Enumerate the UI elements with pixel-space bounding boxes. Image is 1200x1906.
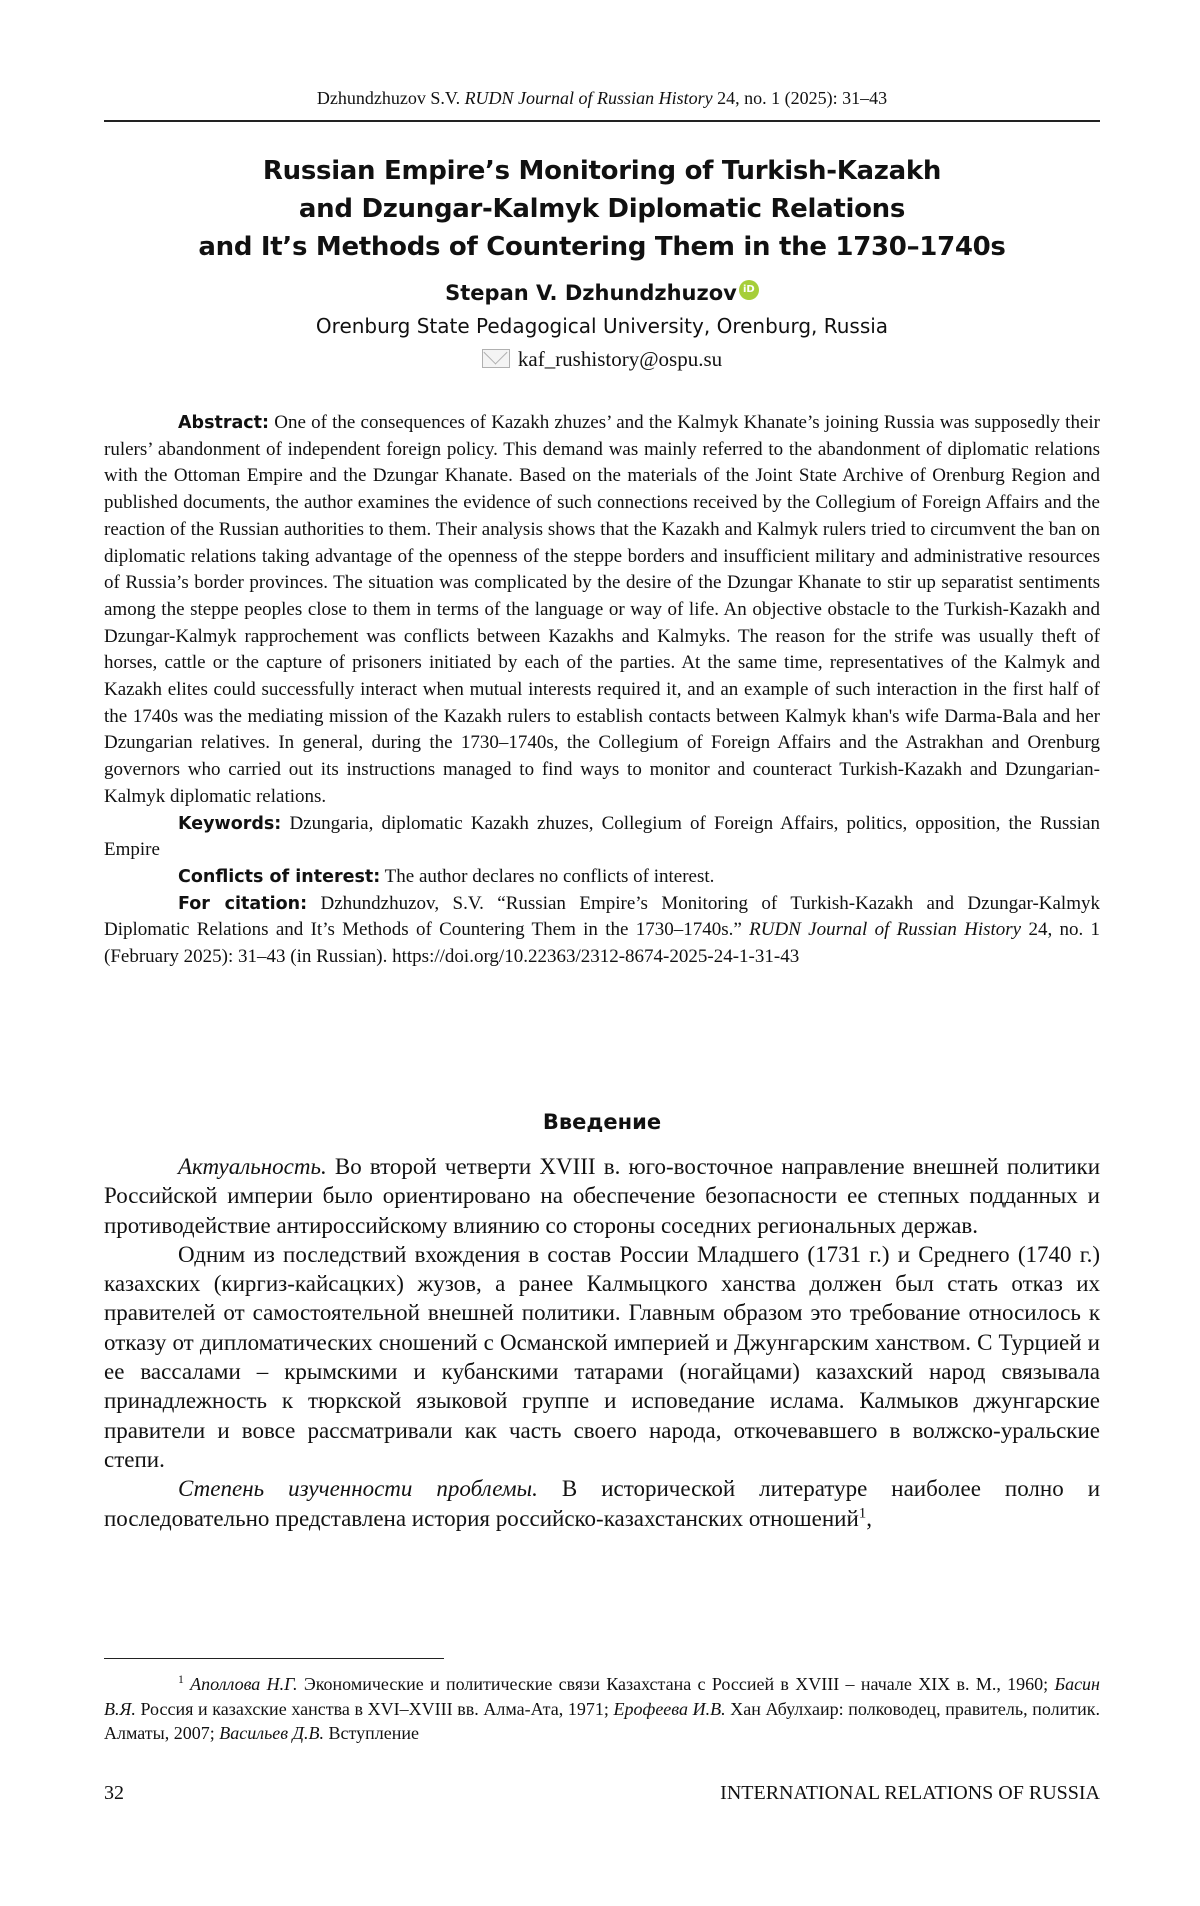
body-text bbox=[104, 1152, 1100, 1533]
keywords-paragraph bbox=[104, 811, 1100, 864]
title-line: Russian Empire’s Monitoring of Turkish-Kazakh bbox=[104, 152, 1100, 190]
footnote-author: Васильев Д.В. bbox=[219, 1723, 324, 1743]
footnote-mark: 1 bbox=[178, 1673, 184, 1686]
citation-label: For citation: bbox=[178, 894, 307, 914]
abstract-paragraph bbox=[104, 410, 1100, 811]
footnote-author: Ерофеева И.В. bbox=[614, 1699, 726, 1719]
footnote bbox=[104, 1672, 1100, 1746]
paragraph-text: Одним из последствий вхождения в состав России Младшего (1731 г.) и Среднего (1740 г.) казахских (киргиз-кайсацких) жузов, а ранее Калмыцкого ханства должен был стать отказ их правителей от самостоятельной внешней политики. Главным образом это требование относилось к отказу от дипломатических сношений с Османской империей и Джунгарским ханством. С Турцией и ее вассалами – крымскими и кубанскими татарами (ногайцами) казахский народ связывала принадлежность к тюркской языковой группе и исповедание ислама. Калмыков джунгарские правители и вовсе рассматривали как часть своего народа, откочевавшего в волжско-уральские степи. bbox=[104, 1242, 1100, 1472]
footnote-text: Экономические и политические связи Казахстана с Россией в XVIII – начале XIX в. М., 1960; bbox=[304, 1674, 1048, 1694]
email-address[interactable]: kaf_rushistory@ospu.su bbox=[518, 347, 722, 371]
running-head bbox=[104, 88, 1100, 109]
footnote-rule bbox=[104, 1658, 444, 1659]
article-title bbox=[104, 152, 1100, 266]
abstract-text: One of the consequences of Kazakh zhuzes’ and the Kalmyk Khanate’s joining Russia was supposedly their rulers’ abandonment of independent foreign policy. This demand was mainly referred to the abandonment of diplomatic relations with the Ottoman Empire and the Dzungar Khanate. Based on the materials of the Joint State Archive of Orenburg Region and published documents, the author examines the evidence of such connections received by the Collegium of Foreign Affairs and the reaction of the Russian authorities to them. Their analysis shows that the Kazakh and Kalmyk rulers tried to circumvent the ban on diplomatic relations taking advantage of the openness of the steppe borders and insufficient military and administrative resources of Russia’s border provinces. The situation was complicated by the desire of the Dzungar Khanate to stir up separatist sentiments among the steppe peoples close to them in terms of the language or way of life. An objective obstacle to the Turkish-Kazakh and Dzungar-Kalmyk rapprochement was conflicts between Kazakhs and Kalmyks. The reason for the strife was usually theft of horses, cattle or the capture of prisoners initiated by each of the parties. At the same time, representatives of the Kalmyk and Kazakh elites could successfully interact when mutual interests required it, and an example of such interaction in the first half of the 1740s was the mediating mission of the Kazakh rulers to establish contacts between Kalmyk khan's wife Darma-Bala and her Dzungarian relatives. In general, during the 1730–1740s, the Collegium of Foreign Affairs and the Astrakhan and Orenburg governors who carried out its instructions managed to find ways to monitor and counteract Turkish-Kazakh and Dzungarian-Kalmyk diplomatic relations. bbox=[104, 412, 1100, 807]
footnote-text: Хан Абулхаир: полководец, правитель, политик. Алматы, 2007; bbox=[104, 1699, 1100, 1744]
footnote-author: Аполлова Н.Г. bbox=[190, 1674, 297, 1694]
keywords-label: Keywords: bbox=[178, 814, 281, 834]
author-name: Stepan V. Dzhundzhuzov bbox=[445, 281, 737, 305]
citation-text: Dzhundzhuzov, S.V. “Russian Empire’s Monitoring of Turkish-Kazakh and Dzungar-Kalmyk Diplomatic Relations and It’s Methods of Countering Them in the 1730–1740s.” bbox=[104, 893, 1100, 941]
abstract-block bbox=[104, 410, 1100, 971]
running-head-author: Dzhundzhuzov S.V. bbox=[317, 88, 460, 108]
conflicts-text: The author declares no conflicts of interest. bbox=[385, 866, 715, 887]
page bbox=[0, 0, 1200, 1906]
citation-journal: RUDN Journal of Russian History bbox=[749, 919, 1021, 940]
email-line bbox=[104, 347, 1100, 372]
journal-section: INTERNATIONAL RELATIONS OF RUSSIA bbox=[720, 1782, 1100, 1805]
page-number: 32 bbox=[104, 1782, 124, 1805]
paragraph-text: Во второй четверти XVIII в. юго-восточное направление внешней политики Российской империи было ориентировано на обеспечение безопасности ее степных подданных и противодействие антироссийскому влиянию со стороны соседних региональных держав. bbox=[104, 1154, 1100, 1238]
author-line bbox=[104, 280, 1100, 305]
body-paragraph bbox=[104, 1240, 1100, 1474]
paragraph-end: , bbox=[866, 1506, 872, 1531]
conflicts-paragraph bbox=[104, 864, 1100, 891]
header-rule bbox=[104, 120, 1100, 122]
section-heading: Введение bbox=[104, 1110, 1100, 1134]
footnote-author: Басин В.Я. bbox=[104, 1674, 1100, 1719]
paragraph-lead: Актуальность. bbox=[178, 1154, 327, 1179]
footnote-text: Россия и казахские ханства в XVI–XVIII вв. Алма-Ата, 1971; bbox=[140, 1699, 608, 1719]
envelope-icon bbox=[482, 349, 510, 368]
keywords-text: Dzungaria, diplomatic Kazakh zhuzes, Collegium of Foreign Affairs, politics, opposition, the Russian Empire bbox=[104, 813, 1100, 861]
title-line: and Dzungar-Kalmyk Diplomatic Relations bbox=[104, 190, 1100, 228]
citation-paragraph bbox=[104, 891, 1100, 971]
title-line: and It’s Methods of Countering Them in the 1730–1740s bbox=[104, 228, 1100, 266]
affiliation: Orenburg State Pedagogical University, Orenburg, Russia bbox=[104, 314, 1100, 338]
orcid-icon[interactable]: iD bbox=[739, 280, 759, 300]
body-paragraph bbox=[104, 1474, 1100, 1533]
footnote-ref[interactable]: 1 bbox=[859, 1505, 866, 1521]
running-head-issue: 24, no. 1 (2025): 31–43 bbox=[717, 88, 887, 108]
citation-details: 24, no. 1 (February 2025): 31–43 (in Russian). https://doi.org/10.22363/2312-8674-2025-24-1-31-43 bbox=[104, 919, 1100, 967]
abstract-label: Abstract: bbox=[178, 413, 269, 433]
running-head-journal: RUDN Journal of Russian History bbox=[465, 88, 713, 108]
paragraph-text: В исторической литературе наиболее полно и последовательно представлена история российско-казахстанских отношений bbox=[104, 1476, 1100, 1530]
footnote-text: Вступление bbox=[329, 1723, 419, 1743]
body-paragraph bbox=[104, 1152, 1100, 1240]
paragraph-lead: Степень изученности проблемы. bbox=[178, 1476, 538, 1501]
conflicts-label: Conflicts of interest: bbox=[178, 867, 380, 887]
